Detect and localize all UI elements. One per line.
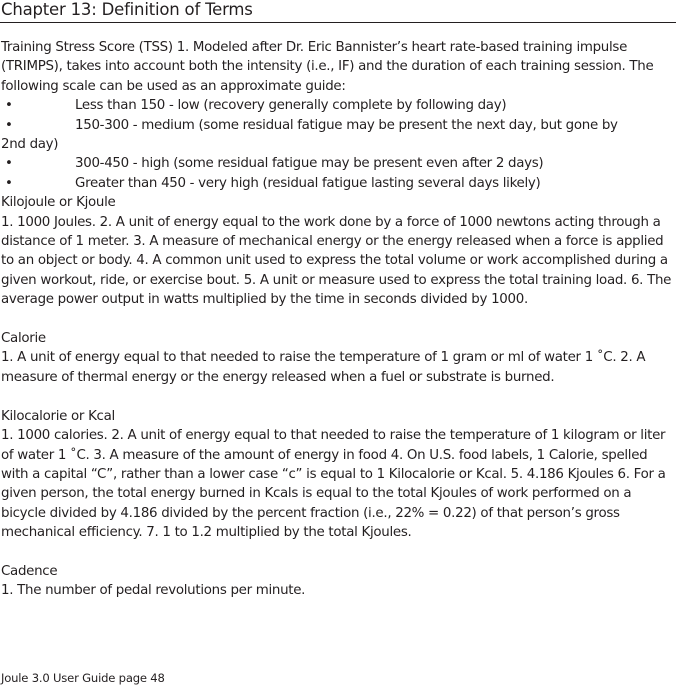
document-body <box>1 38 673 601</box>
tss-scale-item <box>1 174 673 193</box>
term-kilocalorie: Kilocalorie or Kcal <box>1 408 115 424</box>
section-gap <box>1 387 673 406</box>
page-footer: Joule 3.0 User Guide page 48 <box>1 671 165 685</box>
tss-scale-text: 150-300 - medium (some residual fatigue may be present the next day, but gone by <box>75 117 618 133</box>
tss-scale-text: Greater than 450 - very high (residual fatigue lasting several days likely) <box>75 175 541 191</box>
tss-scale-item <box>1 154 673 173</box>
bullet-icon: • <box>5 98 13 114</box>
tss-scale-item <box>1 116 673 135</box>
definition-kilojoule: 1. 1000 Joules. 2. A unit of energy equal to the work done by a force of 1000 newtons acting through a distance of 1 meter. 3. A measure of mechanical energy or the energy released when a force is applied to an object or body. 4. A common unit used to express the total volume or work accomplished during a given workout, ride, or exercise bout. 5. A unit or measure used to express the total training load. 6. The average power output in watts multiplied by the time in seconds divided by 1000. <box>1 214 672 308</box>
tss-scale-text: Less than 150 - low (recovery generally complete by following day) <box>75 98 507 114</box>
chapter-header <box>0 0 676 23</box>
section-gap <box>1 543 673 562</box>
definition-calorie: 1. A unit of energy equal to that needed to raise the temperature of 1 gram or ml of water 1 ˚C. 2. A measure of thermal energy or the energy released when a fuel or substrate is burned. <box>1 350 646 385</box>
term-kilojoule: Kilojoule or Kjoule <box>1 195 116 211</box>
term-cadence: Cadence <box>1 563 58 579</box>
tss-scale-continuation: 2nd day) <box>1 137 59 153</box>
tss-scale-text: 300-450 - high (some residual fatigue may be present even after 2 days) <box>75 156 544 172</box>
tss-scale-item <box>1 96 673 115</box>
definition-kilocalorie: 1. 1000 calories. 2. A unit of energy equal to that needed to raise the temperature of 1 kilogram or liter of water 1 ˚C. 3. A measure of the amount of energy in food 4. On U.S. food labels, 1 Calorie, spelled with a capital “C”, rather than a lower case “c” is equal to 1 Kilocalorie or Kcal. 5. 4.186 Kjoules 6. For a given person, the total energy burned in Kcals is equal to the total Kjoules of work performed on a bicycle divided by 4.186 divided by the percent fraction (i.e., 22% = 0.22) of that person’s gross mechanical efficiency. 7. 1 to 1.2 multiplied by the total Kjoules. <box>1 428 666 541</box>
bullet-icon: • <box>5 175 13 191</box>
tss-intro: Training Stress Score (TSS) 1. Modeled after Dr. Eric Bannister’s heart rate-based training impulse (TRIMPS), takes into account both the intensity (i.e., IF) and the duration of each training session. The following scale can be used as an approximate guide: <box>1 40 654 94</box>
term-calorie: Calorie <box>1 331 46 347</box>
chapter-title: Chapter 13: Definition of Terms <box>1 0 253 19</box>
section-gap <box>1 310 673 329</box>
definition-cadence: 1. The number of pedal revolutions per minute. <box>1 583 306 599</box>
bullet-icon: • <box>5 156 13 172</box>
bullet-icon: • <box>5 117 13 133</box>
